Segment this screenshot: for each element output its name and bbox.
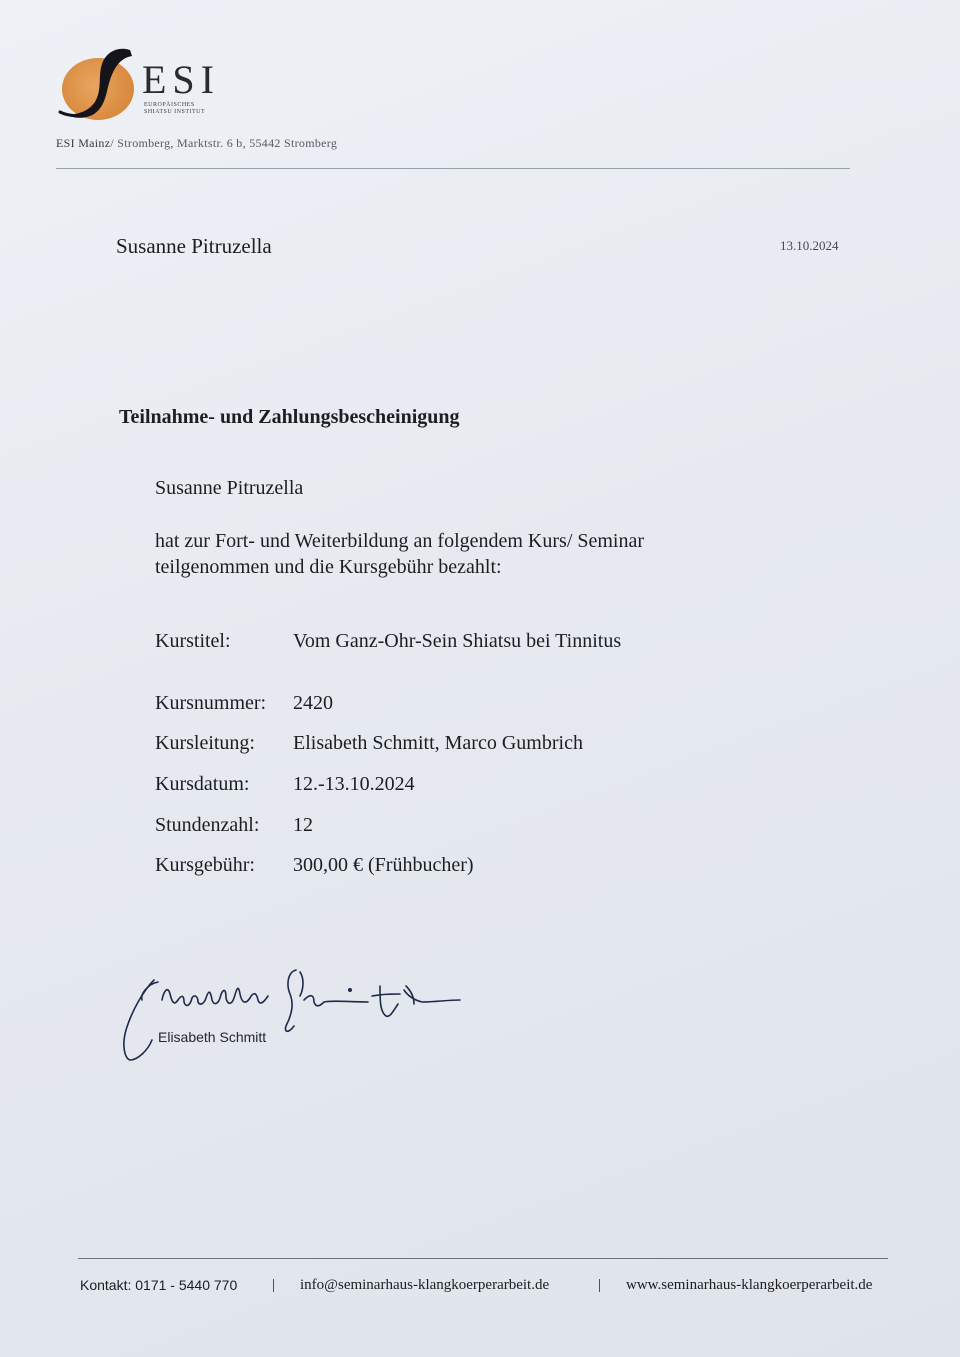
footer-website-link[interactable]: www.seminarhaus-klangkoerperarbeit.de [626,1277,873,1293]
signatory-name: Elisabeth Schmitt [158,1029,267,1045]
footer-divider [78,1258,888,1259]
detail-label: Kursleitung: [155,732,255,754]
logo-subtitle-line1: EUROPÄISCHES [144,102,195,108]
document-title: Teilnahme- und Zahlungsbescheinigung [119,406,460,428]
detail-label: Kursgebühr: [155,854,255,876]
handwritten-signature [118,960,478,1070]
detail-value: 12 [293,814,313,836]
esi-logo [58,44,228,124]
detail-value: Vom Ganz-Ohr-Sein Shiatsu bei Tinnitus [293,630,622,652]
logo-subtitle [144,102,224,115]
sender-name: ESI Mainz [56,136,111,150]
logo-brush-stroke-icon [58,44,148,124]
letter-date: 13.10.2024 [780,238,839,253]
footer-separator: | [598,1277,602,1293]
detail-label: Stundenzahl: [155,814,260,836]
detail-value: 2420 [293,692,333,714]
participant-name: Susanne Pitruzella [155,477,304,499]
logo-subtitle-line2: SHIATSU INSTITUT [144,108,206,115]
recipient-name: Susanne Pitruzella [116,234,272,258]
sender-address-line [56,136,337,151]
footer-email-link[interactable]: info@seminarhaus-klangkoerperarbeit.de [300,1277,550,1293]
sender-address: / Stromberg, Marktstr. 6 b, 55442 Stromberg [110,136,338,150]
detail-value: 300,00 € (Frühbucher) [293,854,474,876]
detail-value: 12.-13.10.2024 [293,773,415,795]
detail-label: Kursdatum: [155,773,250,795]
header-divider [56,168,850,169]
footer-contact: Kontakt: 0171 - 5440 770 [80,1277,238,1293]
statement-line-1: hat zur Fort- und Weiterbildung an folgendem Kurs/ Seminar [155,530,645,552]
detail-label: Kursnummer: [155,692,267,714]
logo-text: ESI [142,57,220,102]
statement-line-2: teilgenommen und die Kursgebühr bezahlt: [155,556,502,578]
statement-text [155,528,775,580]
detail-label: Kurstitel: [155,630,231,652]
detail-value: Elisabeth Schmitt, Marco Gumbrich [293,732,583,754]
footer-separator: | [272,1277,276,1293]
